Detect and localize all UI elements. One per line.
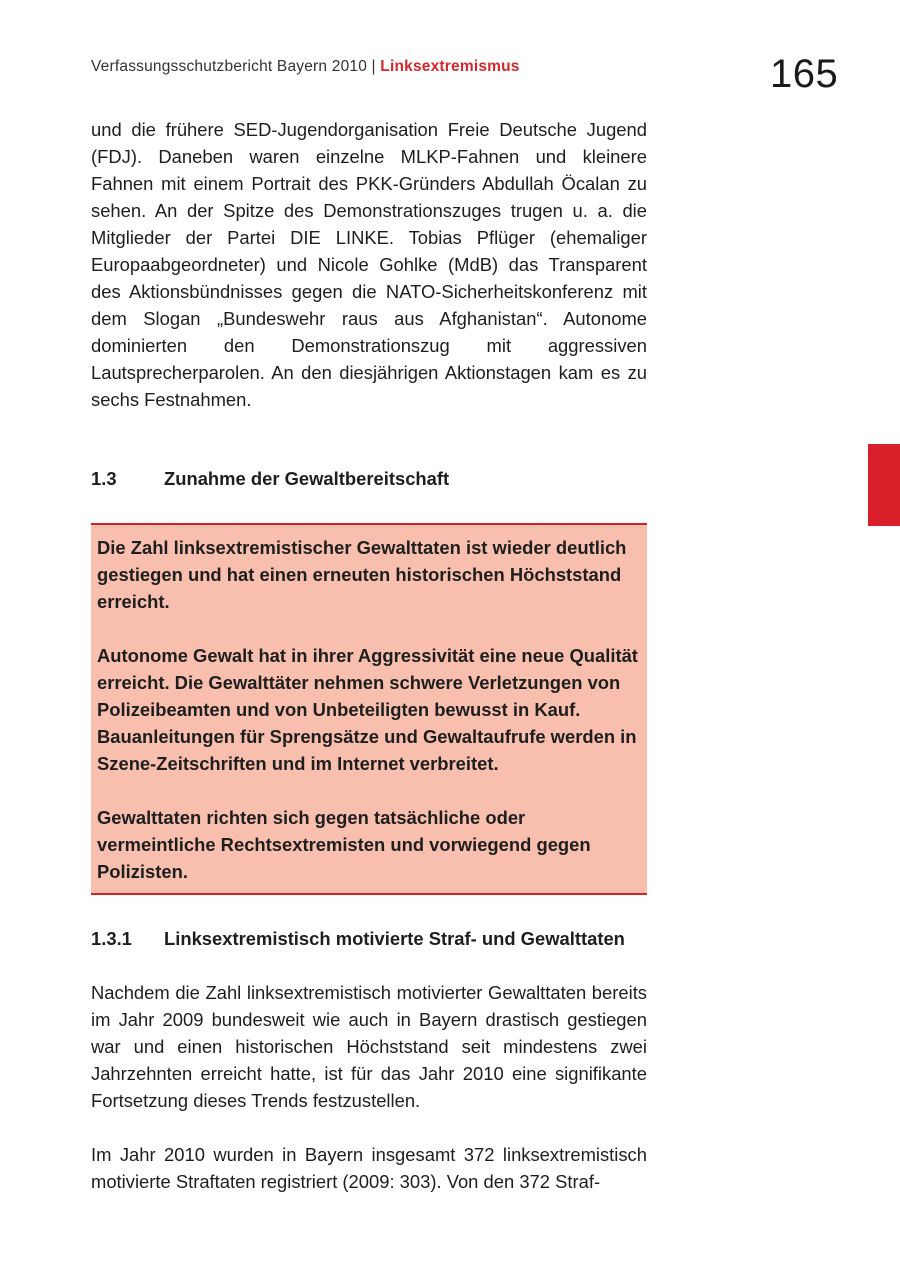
running-header — [91, 58, 520, 76]
body-paragraph: Im Jahr 2010 wurden in Bayern insgesamt 372 linksextremistisch motivierte Straftaten registriert (2009: 303). Von den 372 Straf- — [91, 1144, 647, 1192]
summary-paragraph: Die Zahl linksextremistischer Gewalttaten ist wieder deutlich gestiegen und hat einen erneuten historischen Höchststand erreicht. — [97, 537, 627, 612]
chapter-tab-marker — [868, 444, 900, 526]
section-heading-1-3 — [91, 465, 647, 492]
page-number: 165 — [770, 52, 839, 96]
header-separator: | — [371, 58, 376, 75]
summary-paragraph: Gewalttaten richten sich gegen tatsächliche oder vermeintliche Rechtsextremisten und vorwiegend gegen Polizisten. — [97, 807, 591, 882]
section-number: 1.3 — [91, 468, 117, 489]
summary-paragraph: Autonome Gewalt hat in ihrer Aggressivität eine neue Qualität erreicht. Die Gewalttäter nehmen schwere Verletzungen von Polizeibeamten und von Unbeteiligten bewusst in Kauf. Bauanleitungen für Sprengsätze und Gewaltaufrufe werden in Szene-Zeitschriften und im Internet verbreitet. — [97, 645, 638, 774]
section-title: Zunahme der Gewaltbereitschaft — [164, 468, 450, 489]
publication-title: Verfassungsschutzbericht Bayern 2010 — [91, 58, 368, 75]
subsection-title: Linksextremistisch motivierte Straf- und Gewalttaten — [164, 928, 625, 949]
body-paragraph: Nachdem die Zahl linksextremistisch motivierter Gewalttaten bereits im Jahr 2009 bundesweit wie auch in Bayern drastisch gestiegen war und einen historischen Höchststand seit mindestens zwei Jahrzehnten erreicht hatte, ist für das Jahr 2010 eine signifikante Fortsetzung dieses Trends festzustellen. — [91, 982, 647, 1111]
section-name: Linksextremismus — [380, 58, 520, 75]
subsection-number: 1.3.1 — [91, 928, 132, 949]
summary-box — [91, 523, 647, 895]
page-body — [91, 116, 647, 1195]
section-heading-1-3-1 — [91, 925, 647, 952]
intro-paragraph: und die frühere SED-Jugendorganisation Freie Deutsche Jugend (FDJ). Daneben waren einzelne MLKP-Fahnen und kleinere Fahnen mit einem Portrait des PKK-Gründers Abdullah Öcalan zu sehen. An der Spitze des Demonstrationszuges trugen u. a. die Mitglieder der Partei DIE LINKE. Tobias Pflüger (ehemaliger Europaabgeordneter) und Nicole Gohlke (MdB) das Transparent des Aktionsbündnisses gegen die NATO-Sicherheitskonferenz mit dem Slogan „Bundeswehr raus aus Afghanistan“. Autonome dominierten den Demonstrationszug mit aggressiven Lautsprecherparolen. An den diesjährigen Aktionstagen kam es zu sechs Festnahmen. — [91, 119, 647, 410]
